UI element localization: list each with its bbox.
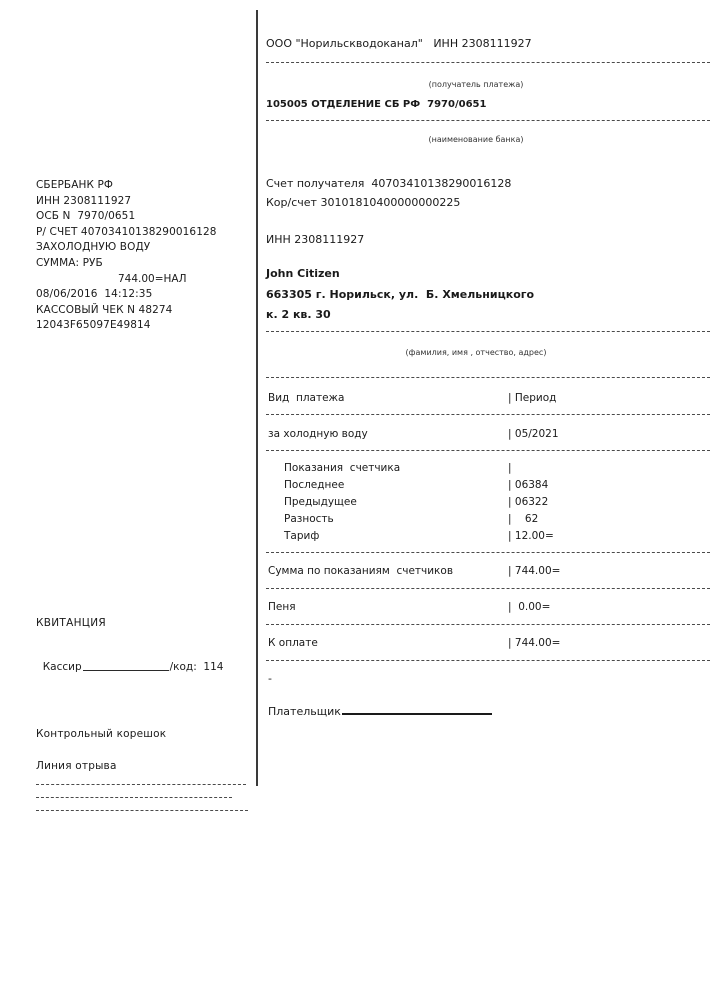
stub-amount: 744.00=НАЛ <box>118 272 187 285</box>
stub-receipt-title: КВИТАНЦИЯ <box>36 617 107 629</box>
payer-caption: (фамилия, имя , отчество, адрес) <box>405 348 547 357</box>
meter-row-label-1: Последнее <box>284 479 345 491</box>
bank-line: 105005 ОТДЕЛЕНИЕ СБ РФ 7970/0651 <box>266 99 487 110</box>
tear-rule-1 <box>36 784 246 785</box>
payer-signature-label: Плательщик <box>268 705 341 718</box>
service-row-value: | 05/2021 <box>508 428 559 440</box>
stub-line-inn: ИНН 2308111927 <box>36 194 132 207</box>
table-header-label: Вид платежа <box>268 392 345 404</box>
cashier-signature-rule <box>83 670 169 671</box>
table-header-rule <box>266 414 710 415</box>
total-row-value-1: | 0.00= <box>508 601 551 613</box>
total-row-rule-2 <box>266 660 710 661</box>
total-row-value-text-0: 744.00= <box>514 565 561 577</box>
cashier-label: Кассир <box>42 661 82 673</box>
total-row-value-text-1: 0.00= <box>514 601 551 613</box>
total-row-value-0: | 744.00= <box>508 565 561 577</box>
bank-caption: (наименование банка) <box>428 135 524 144</box>
total-row-label-2: К оплате <box>268 637 318 649</box>
table-header-value-text: Период <box>514 392 557 404</box>
tear-rule-3 <box>36 810 248 811</box>
stub-line-datetime: 08/06/2016 14:12:35 <box>36 288 153 301</box>
meter-row-value-3: | 62 <box>508 513 539 525</box>
recipient-caption: (получатель платежа) <box>428 80 524 89</box>
meter-row-value-0: | <box>508 462 515 474</box>
meter-row-value-4: | 12.00= <box>508 530 554 542</box>
meter-row-label-0: Показания счетчика <box>284 462 401 474</box>
meter-row-value-1: | 06384 <box>508 479 549 491</box>
stub-line-sum-label: СУММА: РУБ <box>36 256 103 269</box>
total-row-rule-0 <box>266 588 710 589</box>
meter-row-value-text-4: 12.00= <box>514 530 554 542</box>
payer-rule <box>266 331 710 332</box>
meter-row-label-3: Разность <box>284 513 334 525</box>
payer-address-line-2: к. 2 кв. 30 <box>266 308 331 321</box>
stub-line-osb: ОСБ N 7970/0651 <box>36 210 136 223</box>
stub-line-service: ЗАХОЛОДНУЮ ВОДУ <box>36 241 151 254</box>
meter-row-label-2: Предыдущее <box>284 496 357 508</box>
recipient-inn-line: ИНН 2308111927 <box>266 233 365 246</box>
meter-row-value-text-1: 06384 <box>514 479 549 491</box>
stub-line-account: Р/ СЧЕТ 40703410138290016128 <box>36 225 217 238</box>
payer-signature-rule <box>342 713 492 715</box>
total-row-value-2: | 744.00= <box>508 637 561 649</box>
tear-line-label: Линия отрыва <box>36 760 117 772</box>
payer-name: John Citizen <box>266 267 340 280</box>
dash-marker: - <box>268 672 272 685</box>
control-stub-label: Контрольный корешок <box>36 728 167 740</box>
table-top-rule <box>266 377 710 378</box>
meter-row-label-4: Тариф <box>284 530 320 542</box>
service-row-label: за холодную воду <box>268 428 368 440</box>
meter-row-value-text-2: 06322 <box>514 496 549 508</box>
meter-row-value-2: | 06322 <box>508 496 549 508</box>
stub-receipt-divider <box>256 10 258 786</box>
meter-block-rule <box>266 552 710 553</box>
cashier-code: /код: 114 <box>169 661 224 673</box>
service-row-value-text: 05/2021 <box>514 428 559 440</box>
total-row-rule-1 <box>266 624 710 625</box>
total-row-value-text-2: 744.00= <box>514 637 561 649</box>
recipient-account-line: Счет получателя 40703410138290016128 <box>266 177 512 190</box>
stub-line-bank: СБЕРБАНК РФ <box>36 179 114 191</box>
correspondent-account-line: Кор/счет 30101810400000000225 <box>266 196 461 209</box>
stub-line-check-number: КАССОВЫЙ ЧЕК N 48274 <box>36 303 173 316</box>
bank-rule <box>266 120 710 121</box>
recipient-line: ООО "Норильскводоканал" ИНН 2308111927 <box>266 37 532 50</box>
total-row-label-0: Сумма по показаниям счетчиков <box>268 565 454 577</box>
stub-line-code: 12043F65097E49814 <box>36 319 151 332</box>
table-header-value: | Период <box>508 392 557 404</box>
service-row-rule <box>266 450 710 451</box>
payer-address-line-1: 663305 г. Норильск, ул. Б. Хмельницкого <box>266 288 535 301</box>
meter-row-value-text-3: 62 <box>514 513 539 525</box>
bank-stub <box>36 178 251 334</box>
cashier-row <box>36 649 223 673</box>
payer-signature-row <box>268 705 492 718</box>
recipient-rule <box>266 62 710 63</box>
total-row-label-1: Пеня <box>268 601 296 613</box>
tear-rule-2 <box>36 797 232 798</box>
